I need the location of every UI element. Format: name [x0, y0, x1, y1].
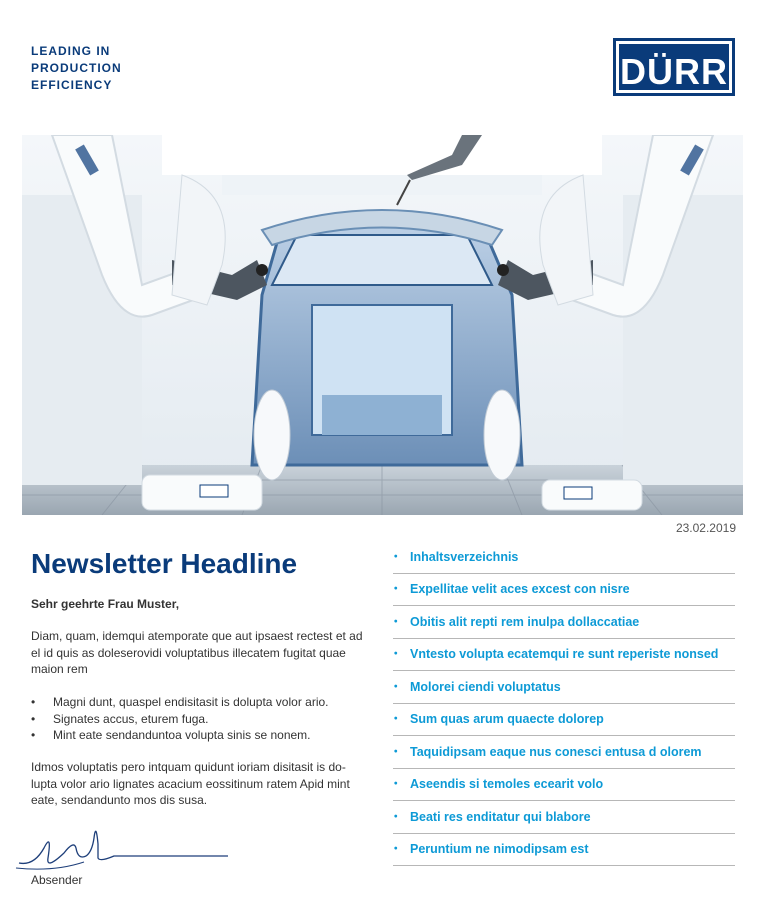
- tagline-line-2: PRODUCTION: [31, 61, 122, 75]
- salutation: Sehr geehrte Frau Muster,: [31, 597, 180, 611]
- bullet-dot-icon: •: [394, 746, 398, 758]
- toc-item-label: Expellitae velit aces excest con nisre: [410, 582, 630, 597]
- toc-item[interactable]: [393, 769, 735, 802]
- intro-paragraph: Diam, quam, idemqui atemporate que aut ipsaest rectest et ad el id quis as doleserovidi voluptatibus illecatem fugitat quae maion rem: [31, 629, 363, 676]
- hero-image-paint-robots: [22, 135, 743, 515]
- bullet-list: [31, 694, 371, 744]
- toc-item[interactable]: [393, 801, 735, 834]
- bullet-item: • Signates accus, eturem fuga.: [31, 711, 371, 728]
- toc-item-label: Aseendis si temoles ecearit volo: [410, 777, 604, 792]
- table-of-contents: [393, 541, 735, 866]
- bullet-dot-icon: •: [394, 551, 398, 563]
- tagline-line-3: EFFICIENCY: [31, 78, 113, 92]
- issue-date: 23.02.2019: [675, 521, 736, 535]
- bullet-dot-icon: •: [394, 681, 398, 693]
- toc-item-label: Sum quas arum quaecte dolorep: [410, 712, 604, 727]
- sender-label: Absender: [31, 873, 83, 887]
- toc-item-label: Vntesto volupta ecatemqui re sunt reperiste nonsed: [410, 647, 719, 662]
- toc-item-label: Taquidipsam eaque nus conesci entusa d olorem: [410, 744, 702, 759]
- toc-item-label: Obitis alit repti rem inulpa dollaccatiae: [410, 614, 640, 629]
- tagline-line-1: LEADING IN: [31, 44, 111, 58]
- handwritten-signature: [14, 818, 234, 876]
- bullet-dot-icon: •: [394, 778, 398, 790]
- bullet-dot-icon: •: [394, 713, 398, 725]
- bullet-dot-icon: •: [394, 583, 398, 595]
- duerr-logo: [613, 38, 735, 96]
- brand-tagline: [31, 43, 122, 94]
- toc-item[interactable]: [393, 639, 735, 672]
- toc-item[interactable]: [393, 606, 735, 639]
- toc-item[interactable]: [393, 671, 735, 704]
- toc-item-label: Peruntium ne nimodipsam est: [410, 842, 589, 857]
- toc-item-label: Inhaltsverzeichnis: [410, 549, 519, 564]
- bullet-dot-icon: •: [394, 843, 398, 855]
- toc-item-label: Beati res enditatur qui blabore: [410, 809, 591, 824]
- bullet-dot-icon: •: [394, 811, 398, 823]
- toc-item[interactable]: [393, 834, 735, 867]
- bullet-dot-icon: •: [394, 616, 398, 628]
- toc-item[interactable]: [393, 736, 735, 769]
- toc-item-label: Molorei ciendi voluptatus: [410, 679, 561, 694]
- bullet-item: • Magni dunt, quaspel endisitasit is dolupta volor ario.: [31, 694, 371, 711]
- bullet-dot-icon: •: [394, 648, 398, 660]
- newsletter-headline: Newsletter Headline: [31, 548, 298, 579]
- toc-item[interactable]: [393, 704, 735, 737]
- bullet-item: • Mint eate sendanduntoa volupta sinis se nonem.: [31, 727, 371, 744]
- toc-item[interactable]: [393, 574, 735, 607]
- closing-paragraph: Idmos voluptatis pero intquam quidunt ioriam disitasit is do-lupta volor ario lignates acacium eossitinum ratem Apid mint eate, sendandunto mos dis susa.: [31, 760, 350, 807]
- logo-text: DÜRR: [620, 51, 728, 92]
- toc-item[interactable]: [393, 541, 735, 574]
